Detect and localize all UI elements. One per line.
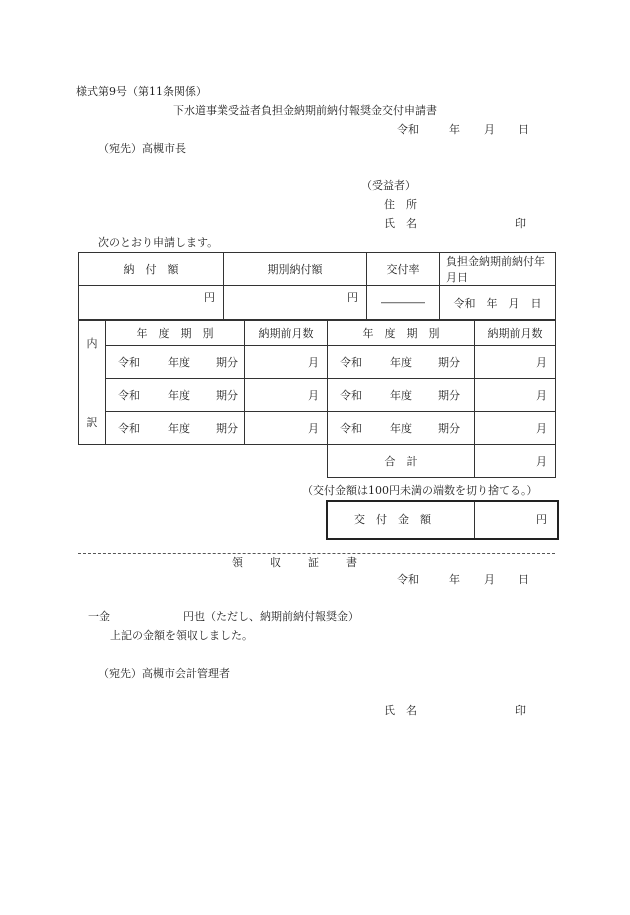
breakdown-side-label <box>79 321 106 445</box>
date-day: 日 <box>518 123 529 136</box>
date-month: 月 <box>484 123 495 136</box>
receipt-date-day: 日 <box>518 573 529 586</box>
months-cell: 月 <box>245 346 328 379</box>
months-cell: 月 <box>475 379 556 412</box>
breakdown-row <box>79 412 556 445</box>
header-year-period-2: 年 度 期 別 <box>328 321 475 346</box>
year-period-cell: 令和 年度 期分 <box>328 412 475 445</box>
receipt-amount-suffix: 円也（ただし、納期前納付報奨金） <box>183 610 359 623</box>
form-number: 様式第9号（第11条関係） <box>76 85 207 98</box>
year-period-cell: 令和 年度 期分 <box>106 346 245 379</box>
total-label: 合 計 <box>328 445 475 478</box>
amount-unit: 円 <box>79 286 224 320</box>
addressee: （宛先）高槻市長 <box>98 142 186 155</box>
header-year-period-1: 年 度 期 別 <box>106 321 245 346</box>
year-period-cell: 令和 年度 期分 <box>328 379 475 412</box>
form-title: 下水道事業受益者負担金納期前納付報奨金交付申請書 <box>173 104 437 117</box>
summary-table <box>78 252 556 320</box>
header-period-amount: 期別納付額 <box>224 253 367 286</box>
months-cell: 月 <box>245 412 328 445</box>
date-era: 令和 <box>397 123 419 136</box>
period-amount-unit: 円 <box>224 286 367 320</box>
months-cell: 月 <box>475 346 556 379</box>
address-label: 住 所 <box>384 198 417 211</box>
receipt-name-label: 氏 名 <box>384 704 417 717</box>
receipt-date-era: 令和 <box>397 573 419 586</box>
seal-mark: 印 <box>515 217 526 230</box>
header-amount: 納 付 額 <box>79 253 224 286</box>
year-period-cell: 令和 年度 期分 <box>106 379 245 412</box>
year-period-cell: 令和 年度 期分 <box>328 346 475 379</box>
receipt-title: 領 収 証 書 <box>232 556 365 569</box>
request-text: 次のとおり申請します。 <box>98 236 219 249</box>
months-cell: 月 <box>245 379 328 412</box>
side-label-bottom: 訳 <box>86 416 98 429</box>
year-period-cell: 令和 年度 期分 <box>106 412 245 445</box>
rounding-note: （交付金額は100円未満の端数を切り捨てる。） <box>302 484 538 497</box>
total-months-unit: 月 <box>475 445 556 478</box>
header-months-2: 納期前月数 <box>475 321 556 346</box>
breakdown-row <box>79 346 556 379</box>
cut-line <box>78 553 555 554</box>
receipt-amount-prefix: 一金 <box>88 610 110 623</box>
grant-amount-label: 交 付 金 額 <box>354 513 431 526</box>
grant-amount-box <box>326 500 559 540</box>
rate-dash: ―――― <box>367 286 440 320</box>
payment-date-value: 令和 年 月 日 <box>440 286 556 320</box>
breakdown-row <box>79 379 556 412</box>
header-payment-date: 負担金納期前納付年月日 <box>440 253 556 286</box>
date-year: 年 <box>449 123 460 136</box>
grant-amount-unit: 円 <box>536 513 547 526</box>
months-cell: 月 <box>475 412 556 445</box>
header-rate: 交付率 <box>367 253 440 286</box>
name-label: 氏 名 <box>384 217 417 230</box>
applicant-heading: （受益者） <box>361 179 416 192</box>
receipt-date-year: 年 <box>449 573 460 586</box>
receipt-date-month: 月 <box>484 573 495 586</box>
receipt-addressee: （宛先）高槻市会計管理者 <box>98 667 230 680</box>
receipt-seal-mark: 印 <box>515 704 526 717</box>
receipt-received-text: 上記の金額を領収しました。 <box>110 629 253 642</box>
side-label-top: 内 <box>86 337 98 350</box>
breakdown-table <box>78 320 556 478</box>
header-months-1: 納期前月数 <box>245 321 328 346</box>
